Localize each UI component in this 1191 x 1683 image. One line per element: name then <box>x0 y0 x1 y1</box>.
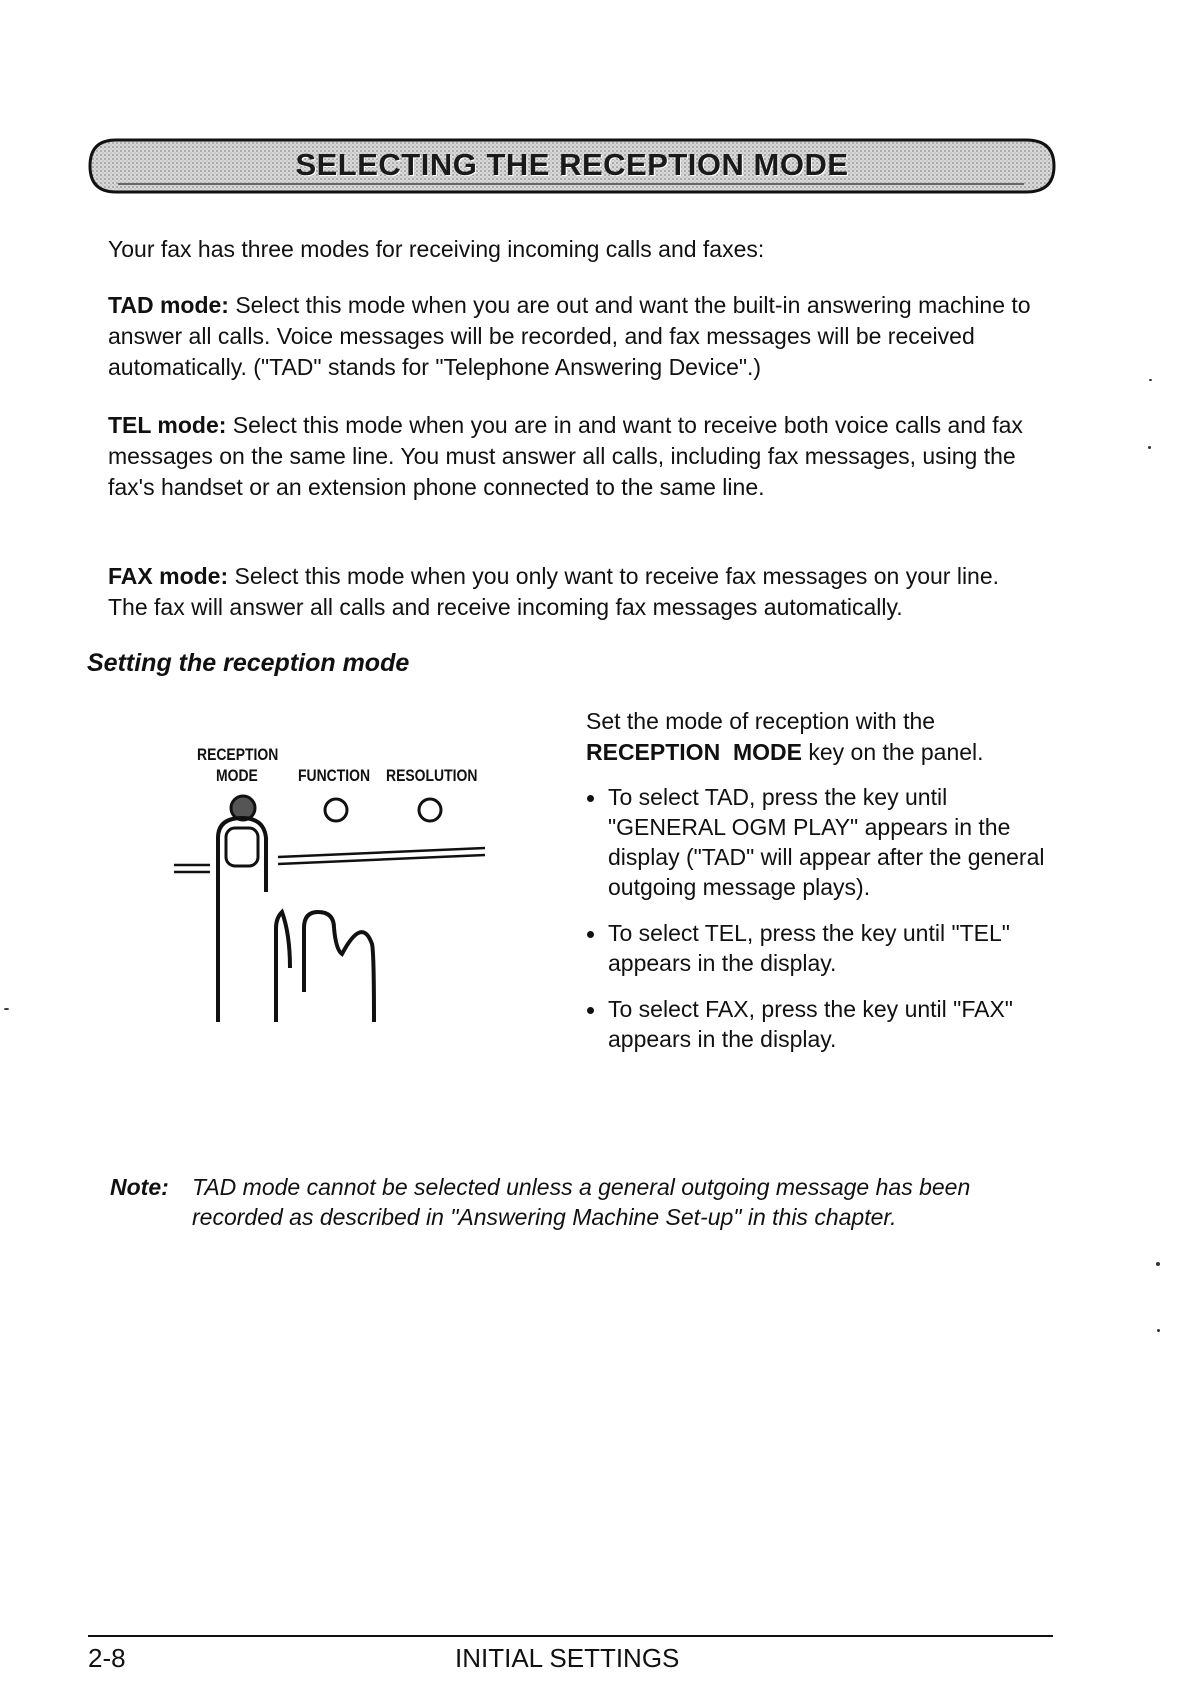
section-heading: Setting the reception mode <box>87 649 410 677</box>
list-item: To select FAX, press the key until "FAX" appears in the display. <box>586 994 1046 1054</box>
scan-speck <box>1156 1262 1160 1266</box>
panel-illustration <box>160 740 500 1040</box>
scan-speck <box>1148 446 1151 449</box>
scan-speck <box>1149 379 1152 381</box>
scan-speck <box>1157 1329 1160 1332</box>
resolution-button-icon <box>419 799 441 821</box>
scan-speck <box>4 1008 9 1010</box>
page-number: 2-8 <box>88 1643 126 1673</box>
footer-divider <box>88 1635 1053 1637</box>
note-text: TAD mode cannot be selected unless a general outgoing message has been recorded as described in "Answering Machine Set-up" in this chapter. <box>192 1174 971 1230</box>
mode-paragraph-tad <box>108 290 1043 383</box>
section-banner <box>88 138 1056 194</box>
mode-text: Select this mode when you are in and want to receive both voice calls and fax messages on the same line. You must answer all calls, including fax messages, using the fax's handset or an extension phone connected to the same line. <box>108 412 1023 500</box>
finger-press-drawing <box>160 740 500 1040</box>
function-label: FUNCTION <box>298 766 371 785</box>
instruction-list <box>586 782 1046 1054</box>
instruction-text: Set the mode of reception with the <box>586 708 936 734</box>
footer-section-title: INITIAL SETTINGS <box>455 1643 680 1673</box>
mode-text: Select this mode when you only want to receive fax messages on your line. The fax will answer all calls and receive incoming fax messages automatically. <box>108 563 1000 620</box>
intro-text: Your fax has three modes for receiving incoming calls and faxes: <box>108 236 765 262</box>
mode-label: TEL mode: <box>108 412 227 438</box>
mode-label: TAD mode: <box>108 292 229 318</box>
instructions <box>586 706 1046 1070</box>
page-title: SELECTING THE RECEPTION MODE <box>295 147 849 182</box>
resolution-label: RESOLUTION <box>386 766 478 785</box>
mode-paragraph-tel <box>108 410 1043 503</box>
function-button-icon <box>325 799 347 821</box>
list-item: To select TAD, press the key until "GENERAL OGM PLAY" appears in the display ("TAD" will appear after the general outgoing message plays). <box>586 782 1046 902</box>
mode-text: Select this mode when you are out and want the built-in answering machine to answer all calls. Voice messages will be recorded, and fax messages will be received automatically. ("TAD" stands for "Telephone Answering Device".) <box>108 292 1031 380</box>
mode-label: MODE <box>216 766 258 785</box>
reception-label: RECEPTION <box>197 745 279 764</box>
instruction-suffix: key on the panel. <box>801 739 984 765</box>
reception-mode-key-label: RECEPTION MODE <box>586 739 802 765</box>
list-item: To select TEL, press the key until "TEL" appears in the display. <box>586 918 1046 978</box>
note-block <box>110 1172 1030 1232</box>
instruction-paragraph <box>586 706 1046 768</box>
mode-label: FAX mode: <box>108 563 229 589</box>
note-label: Note: <box>110 1174 169 1200</box>
mode-paragraph-fax <box>108 561 1043 623</box>
